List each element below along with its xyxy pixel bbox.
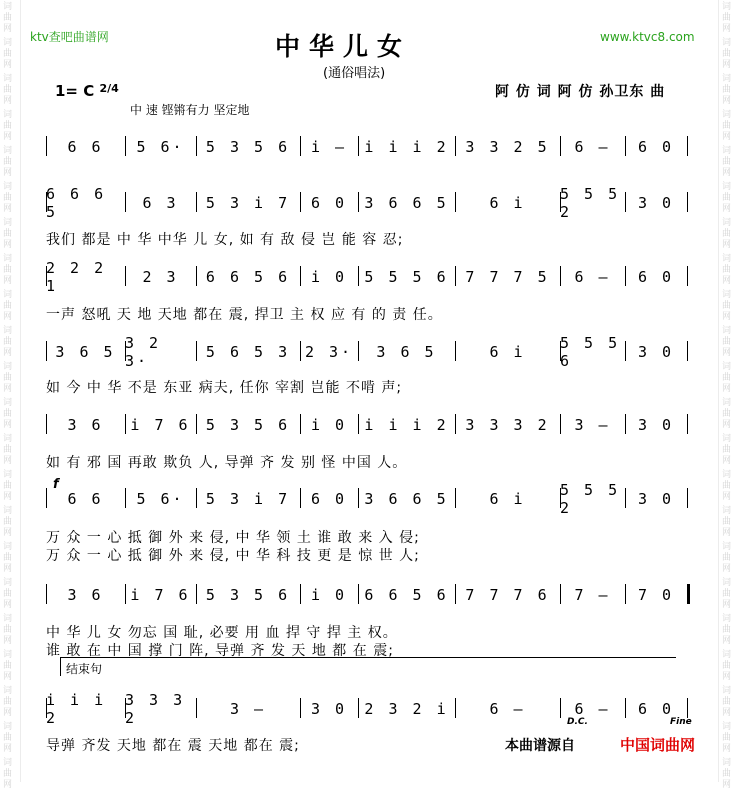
watermark-glyph: 词 [722, 722, 732, 732]
watermark-glyph: 网 [3, 60, 13, 70]
lyric-line: 中 华 儿 女 勿忘 国 耻, 必要 用 血 捍 守 捍 主 权。 [46, 625, 398, 641]
lyric-line: 导弹 齐发 天地 都在 震 天地 都在 震; [46, 738, 300, 754]
watermark-glyph: 曲 [722, 589, 732, 599]
watermark-glyph: 曲 [3, 409, 13, 419]
watermark-glyph: 网 [3, 420, 13, 430]
fine-marking: Fine [670, 717, 692, 727]
lyric-line: 一声 怒吼 天 地 天地 都在 震, 捍卫 主 权 应 有 的 责 任。 [46, 307, 443, 323]
watermark-glyph: 曲 [722, 121, 732, 131]
watermark-glyph: 网 [722, 348, 732, 358]
site-url-right: www.ktvc8.com [600, 30, 695, 44]
watermark-glyph: 曲 [3, 769, 13, 779]
watermark-glyph: 词 [3, 146, 13, 156]
watermark-glyph: 网 [722, 564, 732, 574]
measure: 3 6 [67, 586, 104, 604]
right-watermark-strip [718, 0, 739, 790]
staff-row [0, 259, 739, 295]
watermark-glyph: 词 [3, 506, 13, 516]
key-signature [55, 82, 119, 100]
measure: 3 0 [637, 343, 675, 361]
watermark-glyph: 曲 [722, 409, 732, 419]
dc-marking: D.C. [567, 717, 588, 727]
watermark-glyph: 网 [3, 132, 13, 142]
lyric-line: 如 有 邪 国 再敢 欺负 人, 导弹 齐 发 别 怪 中国 人。 [46, 455, 408, 471]
watermark-glyph: 词 [3, 362, 13, 372]
barline [687, 488, 688, 508]
measure: 5 5 5 6 [560, 334, 621, 370]
watermark-glyph: 词 [3, 614, 13, 624]
lyric-line: 谁 敢 在 中 国 撑 门 阵, 导弹 齐 发 天 地 都 在 震; [46, 643, 394, 659]
measure: 2 3 2 i [364, 700, 449, 718]
watermark-glyph: 词 [722, 326, 732, 336]
measure: 3 6 6 5 [364, 194, 449, 212]
watermark-glyph: 词 [3, 254, 13, 264]
watermark-glyph: 词 [3, 74, 13, 84]
watermark-glyph: 网 [722, 384, 732, 394]
watermark-glyph: 曲 [722, 13, 732, 23]
watermark-glyph: 词 [722, 2, 732, 12]
watermark-glyph: 词 [722, 542, 732, 552]
watermark-glyph: 网 [722, 744, 732, 754]
barline [687, 584, 690, 604]
watermark-glyph: 曲 [3, 157, 13, 167]
measure: 5 3 i 7 [205, 490, 291, 508]
measure: 6 6 [67, 490, 104, 508]
barline [687, 266, 688, 286]
ending-label: 结束句 [66, 662, 103, 676]
watermark-glyph: 词 [3, 578, 13, 588]
song-subtitle: (通俗唱法) [323, 66, 386, 81]
watermark-glyph: 词 [722, 470, 732, 480]
measure: 5 5 5 2 [560, 481, 621, 517]
barline [687, 341, 688, 361]
watermark-glyph: 曲 [3, 121, 13, 131]
watermark-glyph: 网 [722, 672, 732, 682]
watermark-glyph: 曲 [722, 85, 732, 95]
watermark-glyph: 网 [722, 492, 732, 502]
time-signature: 2/4 [99, 82, 119, 95]
watermark-glyph: 曲 [722, 481, 732, 491]
measure: 6 0 [637, 700, 675, 718]
measure: i 0 [310, 586, 348, 604]
watermark-glyph: 网 [3, 240, 13, 250]
measure: 6 0 [310, 490, 348, 508]
watermark-glyph: 词 [3, 182, 13, 192]
measure: 5 5 5 6 [364, 268, 449, 286]
watermark-glyph: 网 [3, 744, 13, 754]
measure: 6 – [489, 700, 526, 718]
watermark-glyph: 曲 [722, 769, 732, 779]
watermark-glyph: 网 [722, 24, 732, 34]
measure: 3 0 [310, 700, 348, 718]
watermark-glyph: 曲 [3, 49, 13, 59]
barline [687, 136, 688, 156]
watermark-glyph: 词 [3, 38, 13, 48]
barline [687, 414, 688, 434]
staff-row [0, 132, 739, 160]
watermark-glyph: 词 [722, 254, 732, 264]
measure: i – [310, 138, 348, 156]
measure: 6 0 [310, 194, 348, 212]
watermark-glyph: 曲 [722, 193, 732, 203]
watermark-glyph: 词 [722, 182, 732, 192]
watermark-glyph: 网 [3, 24, 13, 34]
watermark-glyph: 词 [722, 74, 732, 84]
staff-row [0, 580, 739, 608]
watermark-glyph: 词 [3, 686, 13, 696]
watermark-glyph: 曲 [722, 265, 732, 275]
watermark-glyph: 曲 [722, 625, 732, 635]
watermark-glyph: 曲 [722, 661, 732, 671]
watermark-glyph: 曲 [722, 157, 732, 167]
watermark-glyph: 曲 [3, 373, 13, 383]
watermark-glyph: 曲 [3, 193, 13, 203]
watermark-glyph: 曲 [3, 625, 13, 635]
watermark-glyph: 网 [722, 204, 732, 214]
watermark-glyph: 网 [722, 240, 732, 250]
source-site: 中国词曲网 [620, 736, 696, 754]
watermark-glyph: 词 [3, 542, 13, 552]
key-label: 1= C [55, 82, 95, 100]
watermark-glyph: 网 [3, 168, 13, 178]
measure: 6 6 5 6 [205, 268, 291, 286]
source-prefix: 本曲谱源自 [505, 738, 575, 754]
watermark-glyph: 词 [3, 326, 13, 336]
watermark-glyph: 网 [3, 600, 13, 610]
watermark-glyph: 曲 [722, 373, 732, 383]
measure: 6 i [489, 490, 526, 508]
measure: 3 6 5 [55, 343, 116, 361]
watermark-glyph: 曲 [3, 481, 13, 491]
watermark-glyph: 词 [722, 362, 732, 372]
measure: 5 3 i 7 [205, 194, 291, 212]
lyric-line: 我们 都是 中 华 中华 儿 女, 如 有 敌 侵 岂 能 容 忍; [46, 232, 404, 248]
measure: 6 6 [67, 138, 104, 156]
watermark-glyph: 曲 [722, 301, 732, 311]
measure: i i i 2 [364, 416, 449, 434]
measure: 5 6· [136, 490, 185, 508]
watermark-glyph: 网 [3, 672, 13, 682]
measure: 3 0 [637, 194, 675, 212]
lyric-line: 万 众 一 心 抵 御 外 来 侵, 中 华 科 技 更 是 惊 世 人; [46, 548, 420, 564]
staff-row [0, 334, 739, 370]
watermark-glyph: 网 [722, 456, 732, 466]
measure: i i i 2 [364, 138, 449, 156]
left-watermark-strip [0, 0, 21, 790]
measure: 3 – [229, 700, 267, 718]
measure: 3 0 [637, 490, 675, 508]
measure: 3 6 6 5 [364, 490, 449, 508]
watermark-glyph: 词 [3, 290, 13, 300]
watermark-glyph: 网 [722, 636, 732, 646]
measure: 3 3 2 5 [465, 138, 550, 156]
watermark-glyph: 网 [3, 96, 13, 106]
watermark-glyph: 曲 [722, 517, 732, 527]
measure: 5 3 5 6 [205, 138, 291, 156]
measure: 6 0 [637, 138, 675, 156]
watermark-glyph: 词 [722, 398, 732, 408]
watermark-glyph: 曲 [3, 661, 13, 671]
measure: 3 6 [67, 416, 104, 434]
watermark-glyph: 网 [3, 492, 13, 502]
measure: 2 3· [304, 343, 354, 361]
watermark-glyph: 曲 [722, 337, 732, 347]
watermark-glyph: 曲 [722, 733, 732, 743]
watermark-glyph: 词 [722, 650, 732, 660]
watermark-glyph: 网 [722, 312, 732, 322]
watermark-glyph: 网 [3, 312, 13, 322]
watermark-glyph: 词 [722, 290, 732, 300]
staff-row [0, 691, 739, 727]
measure: 7 7 7 6 [465, 586, 550, 604]
watermark-glyph: 网 [722, 60, 732, 70]
measure: 6 – [574, 268, 611, 286]
watermark-glyph: 网 [722, 132, 732, 142]
measure: 2 2 2 1 [46, 259, 107, 295]
watermark-glyph: 网 [722, 276, 732, 286]
measure: i 7 6 [130, 586, 191, 604]
measure: 3 2 3· [125, 334, 162, 370]
watermark-glyph: 网 [3, 528, 13, 538]
measure: i 7 6 [130, 416, 191, 434]
measure: 7 0 [637, 586, 675, 604]
measure: 6 0 [637, 268, 675, 286]
staff-row [0, 185, 739, 221]
watermark-glyph: 网 [722, 420, 732, 430]
measure: i i i 2 [46, 691, 107, 727]
lyric-line: 如 今 中 华 不是 东亚 病夫, 任你 宰割 岂能 不啃 声; [46, 380, 403, 396]
watermark-glyph: 曲 [3, 85, 13, 95]
measure: 3 0 [637, 416, 675, 434]
watermark-glyph: 词 [3, 434, 13, 444]
watermark-glyph: 词 [722, 686, 732, 696]
measure: 2 3 [142, 268, 179, 286]
measure: 3 3 3 2 [465, 416, 550, 434]
measure: 3 – [574, 416, 611, 434]
barline [687, 698, 688, 718]
barline [687, 192, 688, 212]
watermark-glyph: 曲 [3, 697, 13, 707]
watermark-glyph: 网 [722, 600, 732, 610]
watermark-glyph: 曲 [722, 697, 732, 707]
watermark-glyph: 网 [722, 168, 732, 178]
watermark-glyph: 网 [3, 348, 13, 358]
watermark-glyph: 曲 [3, 13, 13, 23]
watermark-glyph: 词 [722, 578, 732, 588]
watermark-glyph: 网 [3, 708, 13, 718]
measure: 6 – [574, 138, 611, 156]
watermark-glyph: 网 [3, 636, 13, 646]
watermark-glyph: 曲 [722, 49, 732, 59]
measure: 5 5 5 2 [560, 185, 621, 221]
watermark-glyph: 曲 [3, 733, 13, 743]
watermark-glyph: 词 [722, 146, 732, 156]
measure: 6 6 6 5 [46, 185, 107, 221]
staff-row [0, 410, 739, 438]
measure: 6 i [489, 343, 526, 361]
watermark-glyph: 词 [3, 110, 13, 120]
watermark-glyph: 曲 [3, 301, 13, 311]
watermark-glyph: 曲 [722, 229, 732, 239]
watermark-glyph: 网 [3, 204, 13, 214]
staff-row [0, 481, 739, 517]
measure: i 0 [310, 268, 348, 286]
watermark-glyph: 曲 [3, 445, 13, 455]
watermark-glyph: 曲 [3, 589, 13, 599]
ending-bracket [60, 657, 676, 676]
watermark-glyph: 词 [3, 2, 13, 12]
measure: 3 6 5 [376, 343, 437, 361]
watermark-glyph: 网 [3, 564, 13, 574]
forte-mark: f [53, 477, 59, 492]
watermark-glyph: 词 [3, 470, 13, 480]
watermark-glyph: 曲 [722, 553, 732, 563]
watermark-glyph: 网 [3, 456, 13, 466]
watermark-glyph: 网 [722, 96, 732, 106]
watermark-glyph: 词 [722, 614, 732, 624]
measure: 6 6 5 6 [364, 586, 449, 604]
watermark-glyph: 网 [3, 276, 13, 286]
watermark-glyph: 词 [722, 434, 732, 444]
measure: 6 – [574, 700, 611, 718]
measure: 5 6 5 3 [205, 343, 291, 361]
watermark-glyph: 网 [722, 780, 732, 790]
watermark-glyph: 曲 [3, 229, 13, 239]
watermark-glyph: 词 [722, 218, 732, 228]
watermark-glyph: 网 [722, 528, 732, 538]
watermark-glyph: 网 [3, 780, 13, 790]
measure: i 0 [310, 416, 348, 434]
watermark-glyph: 词 [722, 758, 732, 768]
watermark-glyph: 曲 [3, 553, 13, 563]
measure: 7 – [574, 586, 611, 604]
watermark-glyph: 曲 [722, 445, 732, 455]
song-authors: 阿 仿 词 阿 仿 孙卫东 曲 [495, 84, 666, 100]
measure: 6 i [489, 194, 526, 212]
watermark-glyph: 词 [722, 110, 732, 120]
measure: 5 3 5 6 [205, 586, 291, 604]
watermark-glyph: 网 [722, 708, 732, 718]
watermark-glyph: 词 [722, 38, 732, 48]
measure: 5 3 5 6 [205, 416, 291, 434]
site-name-left: ktv查吧曲谱网 [30, 30, 109, 44]
watermark-glyph: 词 [3, 398, 13, 408]
watermark-glyph: 词 [722, 506, 732, 516]
measure: 6 3 [142, 194, 179, 212]
song-title: 中华儿女 [275, 32, 412, 61]
watermark-glyph: 词 [3, 758, 13, 768]
watermark-glyph: 词 [3, 218, 13, 228]
measure: 5 6· [136, 138, 185, 156]
watermark-glyph: 网 [3, 384, 13, 394]
measure: 7 7 7 5 [465, 268, 550, 286]
watermark-glyph: 曲 [3, 265, 13, 275]
lyric-line: 万 众 一 心 抵 御 外 来 侵, 中 华 领 土 谁 敢 来 入 侵; [46, 530, 420, 546]
watermark-glyph: 词 [3, 722, 13, 732]
watermark-glyph: 词 [3, 650, 13, 660]
watermark-glyph: 曲 [3, 517, 13, 527]
tempo-marking: 中 速 铿锵有力 坚定地 [130, 103, 250, 117]
measure: 3 3 3 2 [125, 691, 186, 727]
watermark-glyph: 曲 [3, 337, 13, 347]
